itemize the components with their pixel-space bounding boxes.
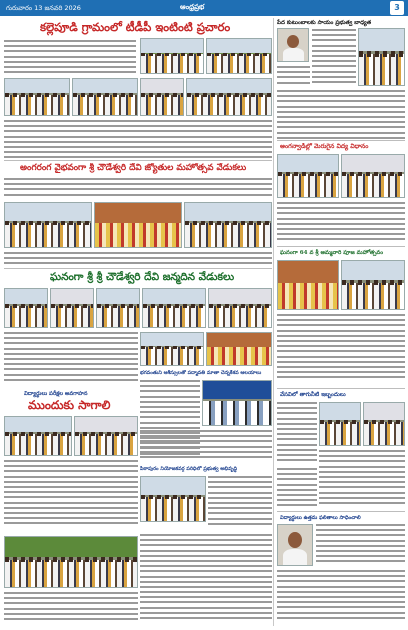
section-rule [277, 511, 405, 512]
column-divider [273, 18, 274, 626]
section-rule [277, 140, 405, 141]
article-3-photo-3 [96, 288, 140, 328]
right-article-4-photo-2 [363, 402, 405, 446]
article-2-headline: అంగరంగ వైభవంగా శ్రీ చౌడేశ్వరి దేవి జ్యోతుల మహోత్సవ వేడుకలు [20, 163, 247, 173]
article-1-photo-6 [186, 78, 272, 116]
right-article-5-body-a [316, 524, 405, 568]
article-5-photo [202, 380, 272, 426]
article-6-body-continued [140, 534, 272, 626]
article-4-headline: ముందుకు సాగాలి [28, 398, 111, 412]
right-article-3-headline: ఘనంగా 64 వ శ్రీ అమ్మవారి పూజ మహోత్సవం [280, 250, 384, 256]
right-article-3-photo-1 [277, 260, 339, 310]
article-1-photo-4 [72, 78, 138, 116]
article-2-photo-3 [184, 202, 272, 248]
right-article-5-body-b [277, 570, 405, 626]
right-article-4-body-b [319, 450, 405, 510]
article-3-photo-1 [4, 288, 48, 328]
article-2-body-continued [4, 252, 272, 268]
article-6-body [208, 476, 272, 530]
right-article-3-body [277, 314, 405, 386]
right-article-4-body-c [277, 468, 317, 510]
right-article-1-portrait [277, 28, 309, 62]
right-article-5-headline: విద్యార్థులు ఉత్తమ ఫలితాలు సాధించాలి [280, 515, 361, 521]
right-article-4-headline: వేసవిలో తాగునీటి ఇబ్బందులు [280, 392, 346, 398]
issue-date: గురువారం 13 జనవరి 2026 [6, 4, 81, 12]
section-rule [277, 388, 405, 389]
right-article-3-photo-2 [341, 260, 405, 310]
article-1-photo-2 [206, 38, 272, 74]
article-4-photo-3 [4, 536, 138, 588]
right-article-2-headline: అంగన్వాడీల్లో మెరుగైన విద్య విధానం [280, 143, 369, 150]
article-4-photo-1 [4, 416, 72, 456]
page-number: 3 [390, 1, 404, 15]
article-1-body-continued [4, 120, 272, 160]
article-6-headline: పిఠాపురం నియోజకవర్గ పరిధిలో ప్రభుత్వ అభివృద్ధి [140, 466, 237, 472]
article-1-photo-1 [140, 38, 204, 74]
article-3-photo-4 [142, 288, 206, 328]
right-article-2-body [277, 202, 405, 246]
article-3-photo-7 [206, 332, 272, 366]
article-1-photo-5 [140, 78, 184, 116]
article-2-body [4, 178, 272, 200]
section-rule [4, 160, 272, 161]
right-article-2-photo-1 [277, 154, 339, 198]
article-4-kicker: విద్యార్థులు పరీక్షల అవగాహన [24, 391, 88, 397]
article-2-photo-2 [94, 202, 182, 248]
article-1-headline: కల్లెపూడి గ్రామంలో టీడీపీ ఇంటింటి ప్రచారం [40, 20, 231, 34]
article-1-body [4, 40, 136, 76]
article-1-photo-3 [4, 78, 70, 116]
article-2-photo-1 [4, 202, 92, 248]
right-article-2-photo-2 [341, 154, 405, 198]
right-article-1-headline: పేద కుటుంబాలకు సాయం ప్రభుత్వ బాధ్యత [277, 20, 372, 26]
right-article-4-photo-1 [319, 402, 361, 446]
article-5-body-continued [140, 430, 272, 464]
right-article-4-body-a [277, 402, 317, 466]
article-3-headline: ఘనంగా శ్రీ శ్రీ చౌడేశ్వరి దేవి జన్మదిన వేడుకలు [50, 271, 235, 283]
article-3-photo-2 [50, 288, 94, 328]
article-3-photo-5 [208, 288, 272, 328]
right-article-1-body-b [277, 66, 310, 88]
right-article-5-portrait [277, 524, 313, 566]
article-4-photo-2 [74, 416, 138, 456]
newspaper-brand: ఆంధ్రప్రభ [180, 3, 205, 11]
right-article-1-photo [358, 28, 405, 86]
article-6-photo [140, 476, 206, 522]
section-rule [4, 268, 272, 269]
right-article-1-body-continued [277, 90, 405, 140]
article-3-photo-6 [140, 332, 204, 366]
article-3-body [4, 332, 138, 388]
article-4-body [4, 460, 138, 532]
article-5-headline: భగవంతుని ఆశీస్సులతో పద్మావతి మాతా చెన్నకేశవ ఆలయాలు [140, 370, 262, 376]
right-article-1-body-a [312, 29, 356, 87]
masthead-bar [0, 0, 408, 16]
article-4-body-continued [4, 592, 138, 626]
section-rule [277, 246, 405, 247]
